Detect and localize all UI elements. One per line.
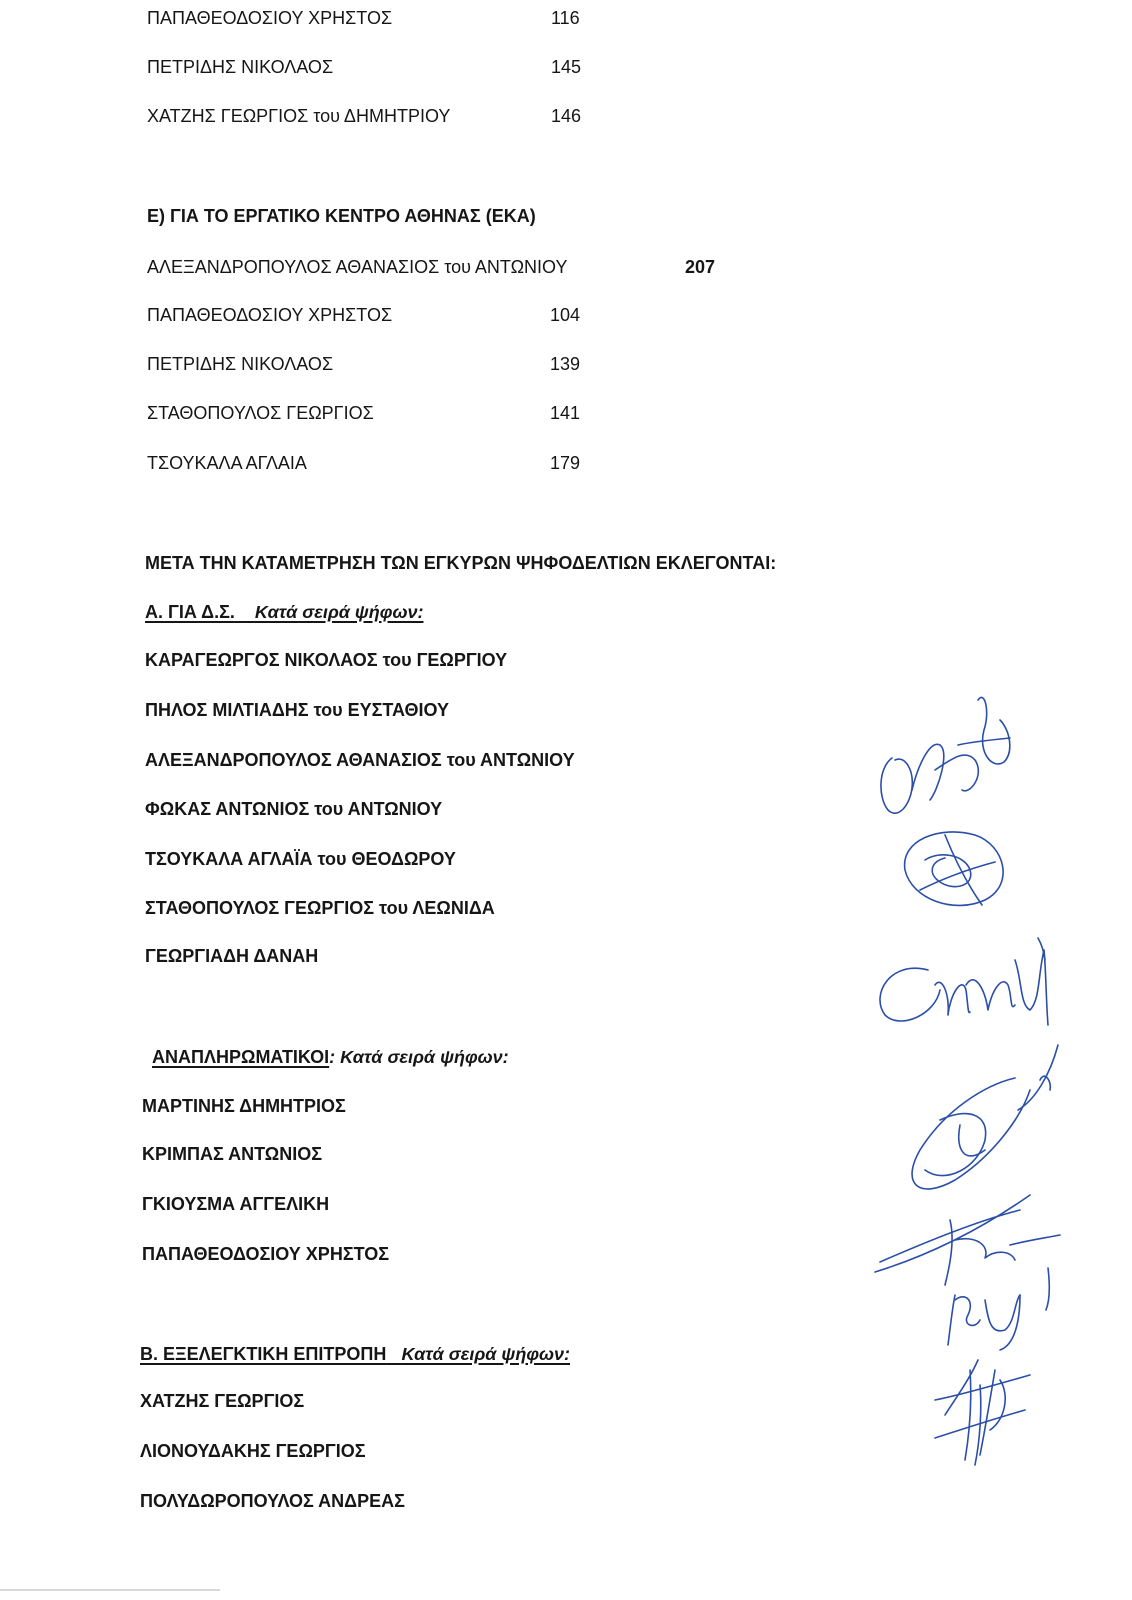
alternates-label: ΑΝΑΠΛΗΡΩΜΑΤΙΚΟΙ — [152, 1047, 330, 1067]
board-member: ΣΤΑΘΟΠΟΥΛΟΣ ΓΕΩΡΓΙΟΣ του ΛΕΩΝΙΔΑ — [145, 898, 495, 918]
vote-count: 179 — [550, 453, 581, 473]
candidate-name: ΑΛΕΞΑΝΔΡΟΠΟΥΛΟΣ ΑΘΑΝΑΣΙΟΣ του ΑΝΤΩΝΙΟΥ — [147, 257, 568, 277]
board-order: Κατά σειρά ψήφων: — [254, 602, 424, 622]
alternate-member: ΜΑΡΤΙΝΗΣ ΔΗΜΗΤΡΙΟΣ — [142, 1096, 346, 1116]
audit-member: ΛΙΟΝΟΥΔΑΚΗΣ ΓΕΩΡΓΙΟΣ — [140, 1441, 366, 1461]
candidate-name: ΠΕΤΡΙΔΗΣ ΝΙΚΟΛΑΟΣ — [147, 57, 334, 77]
audit-label: Β. ΕΞΕΛΕΓΚΤΙΚΗ ΕΠΙΤΡΟΠΗ — [140, 1344, 387, 1364]
vote-count: 141 — [550, 403, 581, 423]
audit-member: ΧΑΤΖΗΣ ΓΕΩΡΓΙΟΣ — [140, 1391, 305, 1411]
signature-2-icon — [905, 832, 1004, 906]
vote-count: 116 — [551, 8, 580, 28]
board-member: ΚΑΡΑΓΕΩΡΓΟΣ ΝΙΚΟΛΑΟΣ του ΓΕΩΡΓΙΟΥ — [145, 650, 508, 670]
candidate-name: ΠΕΤΡΙΔΗΣ ΝΙΚΟΛΑΟΣ — [147, 354, 334, 374]
alternate-member: ΠΑΠΑΘΕΟΔΟΣΙΟΥ ΧΡΗΣΤΟΣ — [142, 1244, 390, 1264]
signature-7-icon — [935, 1360, 1030, 1465]
candidate-name: ΤΣΟΥΚΑΛΑ ΑΓΛΑΙΑ — [147, 453, 307, 473]
alternate-member: ΓΚΙΟΥΣΜΑ ΑΓΓΕΛΙΚΗ — [142, 1194, 330, 1214]
vote-count: 145 — [551, 57, 582, 77]
results-heading: ΜΕΤΑ ΤΗΝ ΚΑΤΑΜΕΤΡΗΣΗ ΤΩΝ ΕΓΚΥΡΩΝ ΨΗΦΟΔΕΛΤΙΩΝ ΕΚΛΕΓΟΝΤΑΙ: — [145, 553, 777, 573]
vote-count: 139 — [550, 354, 581, 374]
vote-count: 104 — [550, 305, 581, 325]
candidate-name: ΠΑΠΑΘΕΟΔΟΣΙΟΥ ΧΡΗΣΤΟΣ — [147, 305, 393, 325]
candidate-name: ΧΑΤΖΗΣ ΓΕΩΡΓΙΟΣ του ΔΗΜΗΤΡΙΟΥ — [147, 106, 451, 126]
board-member: ΑΛΕΞΑΝΔΡΟΠΟΥΛΟΣ ΑΘΑΝΑΣΙΟΣ του ΑΝΤΩΝΙΟΥ — [145, 750, 575, 770]
board-member: ΓΕΩΡΓΙΑΔΗ ΔΑΝΑΗ — [145, 946, 319, 966]
board-member: ΤΣΟΥΚΑΛΑ ΑΓΛΑΪΑ του ΘΕΟΔΩΡΟΥ — [145, 849, 456, 869]
audit-member: ΠΟΛΥΔΩΡΟΠΟΥΛΟΣ ΑΝΔΡΕΑΣ — [140, 1491, 405, 1511]
board-member: ΠΗΛΟΣ ΜΙΛΤΙΑΔΗΣ του ΕΥΣΤΑΘΙΟΥ — [145, 700, 450, 720]
alternate-member: ΚΡΙΜΠΑΣ ΑΝΤΩΝΙΟΣ — [142, 1144, 323, 1164]
vote-count: 207 — [685, 257, 716, 277]
audit-order: Κατά σειρά ψήφων: — [401, 1344, 571, 1364]
board-member: ΦΩΚΑΣ ΑΝΤΩΝΙΟΣ του ΑΝΤΩΝΙΟΥ — [145, 799, 443, 819]
signature-3-icon — [880, 938, 1048, 1025]
board-label: Α. ΓΙΑ Δ.Σ. — [145, 602, 235, 622]
signature-1-icon — [881, 697, 1010, 813]
signature-4-icon — [912, 1045, 1058, 1189]
vote-count: 146 — [551, 106, 582, 126]
alternates-order: : Κατά σειρά ψήφων: — [329, 1047, 509, 1067]
candidate-name: ΠΑΠΑΘΕΟΔΟΣΙΟΥ ΧΡΗΣΤΟΣ — [147, 8, 393, 28]
candidate-name: ΣΤΑΘΟΠΟΥΛΟΣ ΓΕΩΡΓΙΟΣ — [147, 403, 374, 423]
eka-heading: Ε) ΓΙΑ ΤΟ ΕΡΓΑΤΙΚΟ ΚΕΝΤΡΟ ΑΘΗΝΑΣ (ΕΚΑ) — [147, 206, 536, 226]
signature-6-icon — [948, 1268, 1049, 1350]
signature-5-icon — [875, 1195, 1060, 1285]
